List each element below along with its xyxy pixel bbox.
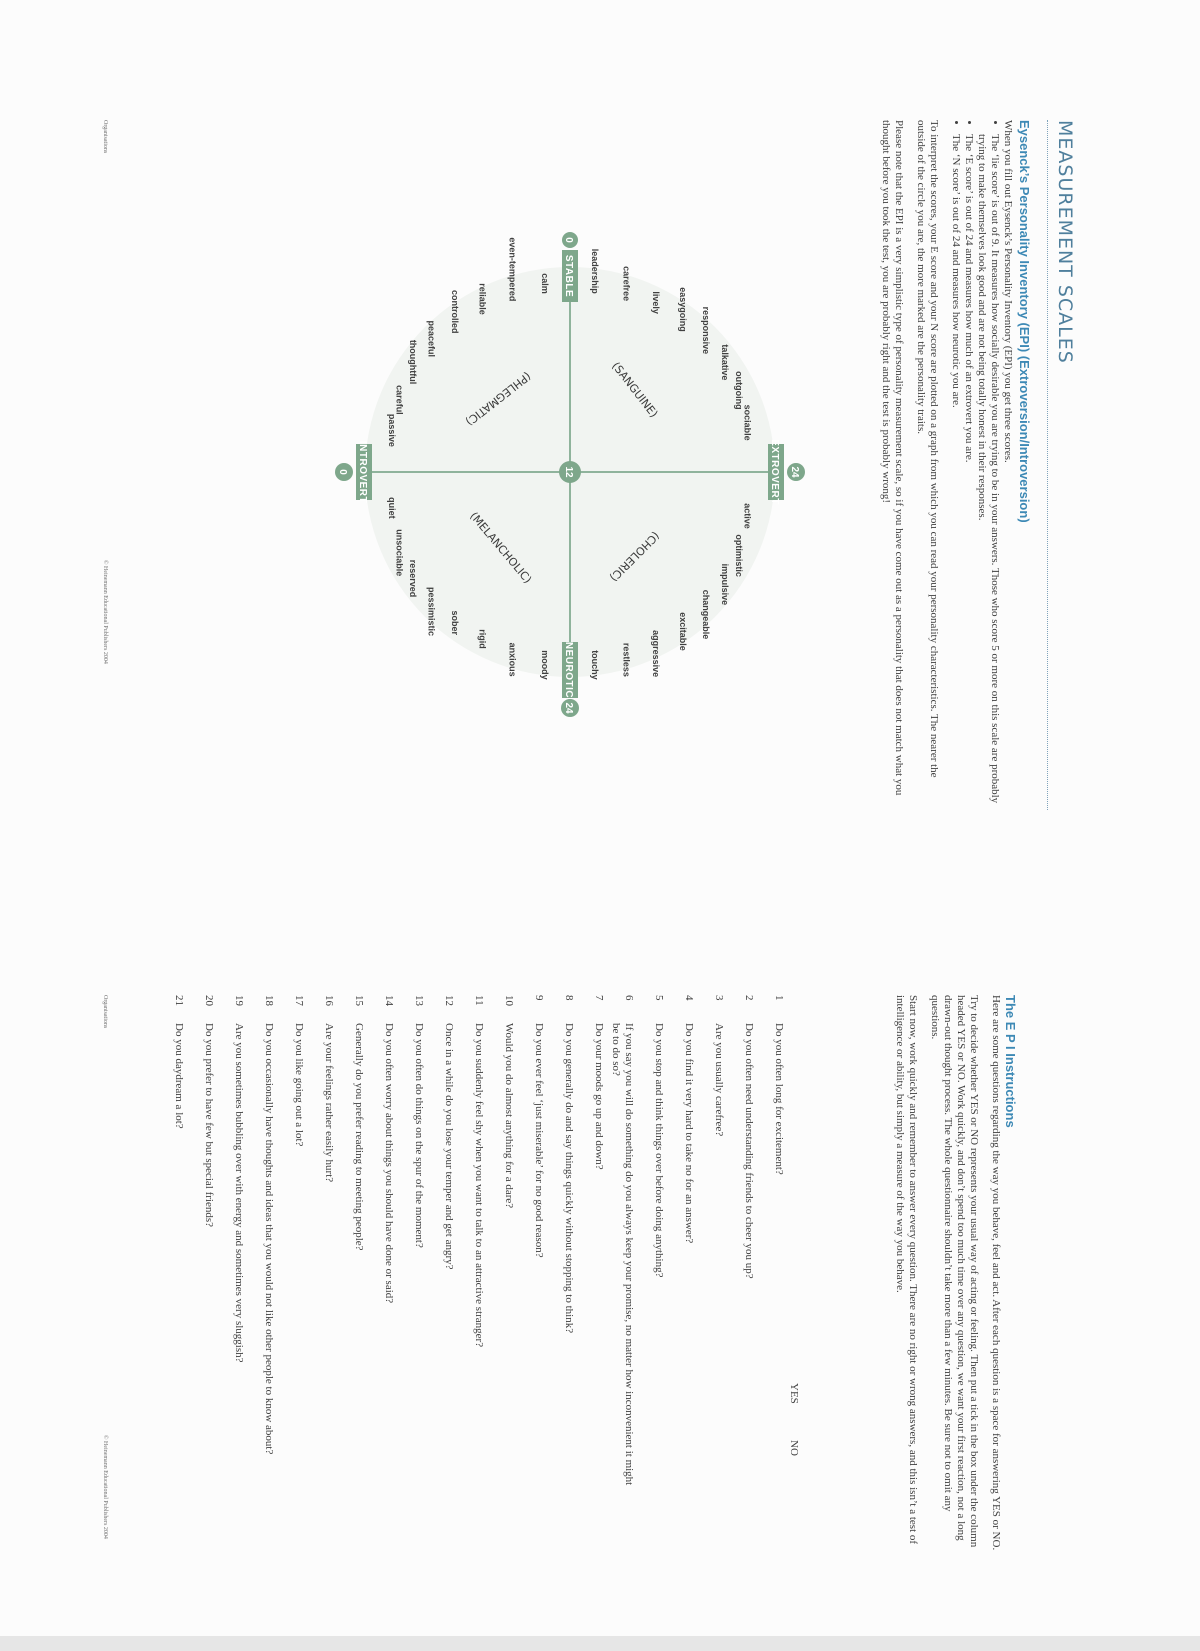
question-text: Are you sometimes bubbling over with energy and sometimes very sluggish? (233, 1023, 245, 1363)
trait-label: restless (621, 642, 632, 677)
right-footer-org: Organisations (102, 995, 108, 1029)
trait-label: even-tempered (507, 237, 518, 302)
trait-label: carefree (621, 266, 632, 302)
question-number: 21 (173, 995, 185, 1006)
trait-label: reserved (407, 559, 418, 598)
question-text: Would you do almost anything for a dare? (503, 1023, 515, 1209)
trait-label: careful (394, 385, 405, 415)
question-text: Do you often do things on the spur of the moment? (413, 1023, 425, 1248)
question-number: 11 (473, 995, 485, 1006)
epi-intro-block (879, 120, 1014, 810)
temperament-phlegmatic: (PHLEGMATIC) (463, 369, 534, 429)
instructions-block (893, 995, 1002, 1555)
question-text: Generally do you prefer reading to meeting people? (353, 1023, 365, 1251)
trait-label: optimistic (733, 534, 744, 577)
question-number: 1 (773, 995, 785, 1001)
left-footer-copyright: © Heinemann Educational Publishers 2004 (102, 560, 108, 664)
axis-bottom-num: 0 (337, 469, 348, 475)
question-text: If you say you will do something do you always keep your promise, no matter how inconvenient it might be to do so? (610, 1023, 635, 1486)
question-text: Do you often need understanding friends to cheer you up? (743, 1023, 755, 1279)
trait-label: sober (450, 610, 460, 636)
question-number: 7 (593, 995, 605, 1001)
question-number: 5 (653, 995, 665, 1001)
trait-label: talkative (720, 344, 730, 381)
trait-label: quiet (386, 497, 397, 519)
temperament-choleric: (CHOLERIC) (606, 528, 662, 584)
axis-left-num: 0 (563, 237, 574, 243)
question-number: 17 (293, 995, 305, 1006)
instructions-intro: Here are some questions regarding the way you behave, feel and act. After each question is a space for answering YES or NO. (990, 995, 1002, 1551)
question-text: Do your moods go up and down? (593, 1023, 605, 1170)
question-text: Do you daydream a lot? (173, 1023, 185, 1129)
trait-label: excitable (677, 612, 688, 651)
trait-label: touchy (590, 650, 601, 680)
right-footer-copyright: © Heinemann Educational Publishers 2004 (102, 1435, 108, 1539)
bullet-e-score: • The ‘E score’ is out of 24 and measures how much of an extrovert you are. (962, 134, 975, 810)
epi-score-list (949, 120, 1001, 810)
question-text: Do you like going out a lot? (293, 1023, 305, 1147)
trait-label: changeable (701, 589, 712, 640)
question-number: 20 (203, 995, 215, 1006)
question-text: Do you often long for excitement? (773, 1023, 785, 1175)
trait-label: controlled (450, 289, 460, 334)
trait-label: active (742, 503, 753, 529)
axis-top-num: 24 (789, 466, 800, 478)
question-text: Do you often worry about things you should have done or said? (383, 1023, 395, 1304)
question-number: 19 (233, 995, 245, 1006)
trait-label: calm (539, 273, 550, 294)
trait-label: moody (539, 650, 550, 680)
question-number: 13 (413, 995, 425, 1006)
center-num: 12 (563, 466, 574, 478)
header-divider (1047, 120, 1048, 810)
question-number: 15 (353, 995, 365, 1006)
epi-intro: When you fill out Eysenck’s Personality Inventory (EPI) you get three scores. (1002, 120, 1014, 463)
question-number: 8 (563, 995, 575, 1001)
trait-label: easygoing (677, 287, 688, 332)
question-number: 4 (683, 995, 695, 1001)
trait-label: unsociable (394, 529, 405, 577)
question-text: Once in a while do you lose your temper and get angry? (443, 1023, 455, 1270)
question-text: Do you suddenly feel shy when you want to talk to an attractive stranger? (473, 1023, 485, 1348)
question-text: Are your feelings rather easily hurt? (323, 1023, 335, 1183)
trait-label: peaceful (426, 320, 437, 357)
interpret-paragraph: To interpret the scores, your E score and your N score are plotted on a graph from which you can read your personality characteristics. The nearer the outside of the circle you are, the more marked are the personality traits. (915, 120, 940, 778)
question-number: 16 (323, 995, 335, 1006)
trait-label: anxious (507, 642, 518, 677)
trait-label: outgoing (733, 371, 744, 410)
disclaimer-paragraph: Please note that the EPI is a very simplistic type of personality measurement scale, so if you have come out as a personality that does not match what you thought before you took the test, you are probably right and the test is probably wrong! (880, 120, 905, 796)
bullet-n-score: • The ‘N score’ is out of 24 and measures how neurotic you are. (949, 134, 962, 810)
temperament-sanguine: (SANGUINE) (609, 359, 661, 421)
question-number: 14 (383, 995, 395, 1006)
epi-section-title: Eysenck’s Personality Inventory (EPI) (Extroversion/Introversion) (1017, 120, 1032, 523)
instructions-para-2: Try to decide whether YES or NO represents your usual way of acting or feeling. Then put a tick in the box under the column headed YES or NO. Work quickly, and don’t spend too much time over any question, we want your first reaction, not a long drawn-out thought process. The whole questionnaire shouldn’t take more than a few minutes. Be sure not to omit any questions. (929, 995, 980, 1548)
axis-top-label: EXTROVERT (769, 439, 780, 505)
trait-label: responsive (701, 306, 712, 355)
trait-label: leadership (590, 248, 601, 294)
question-number: 3 (713, 995, 725, 1001)
trait-label: impulsive (720, 563, 730, 606)
page-header-title: MEASUREMENT SCALES (1054, 120, 1076, 364)
question-text: Do you find it very hard to take no for an answer? (683, 1023, 695, 1244)
trait-label: passive (386, 413, 397, 447)
bullet-lie-score: • The ‘lie score’ is out of 9. It measures how socially desirable you are trying to be in your answers. Those who score 5 or more on this scale are probably trying to make themselves look good and are not being totally honest in their responses. (975, 134, 1001, 810)
temperament-melancholic: (MELANCHOLIC) (467, 509, 535, 586)
trait-label: rigid (477, 629, 488, 649)
trait-label: thoughtful (407, 339, 418, 385)
trait-label: pessimistic (426, 587, 437, 637)
question-number: 9 (533, 995, 545, 1001)
question-text: Do you generally do and say things quickly without stopping to think? (563, 1023, 575, 1334)
question-text: Do you stop and think things over before doing anything? (653, 1023, 665, 1278)
trait-label: sociable (742, 404, 753, 441)
question-text: Are you usually carefree? (713, 1023, 725, 1137)
question-number: 10 (503, 995, 515, 1006)
question-number: 12 (443, 995, 455, 1006)
question-number: 2 (743, 995, 755, 1001)
instructions-para-3: Start now, work quickly and remember to answer every question. There are no right or wrong answers, and this isn’t a test of intelligence or ability, but simply a measure of the way you behave. (894, 995, 919, 1545)
left-footer-org: Organisations (102, 120, 108, 154)
question-number: 18 (263, 995, 275, 1006)
question-text: Do you occasionally have thoughts and ideas that you would not like other people to know about? (263, 1023, 275, 1455)
trait-label: lively (651, 291, 662, 314)
axis-right-num: 24 (563, 702, 574, 714)
instructions-title: The E P I Instructions (1003, 995, 1018, 1128)
trait-label: aggressive (651, 630, 662, 678)
question-text: Do you prefer to have few but special friends? (203, 1023, 215, 1228)
axis-right-label: NEUROTIC (563, 641, 574, 699)
yes-column-header: YES (788, 1383, 800, 1404)
question-text: Do you ever feel ‘just miserable’ for no good reason? (533, 1023, 545, 1258)
personality-circle-diagram (330, 232, 810, 732)
axis-bottom-label: INTROVERT (357, 440, 368, 504)
axis-left-label: STABLE (563, 254, 574, 298)
trait-label: reliable (477, 283, 488, 315)
question-number: 6 (623, 995, 635, 1001)
no-column-header: NO (788, 1440, 800, 1456)
